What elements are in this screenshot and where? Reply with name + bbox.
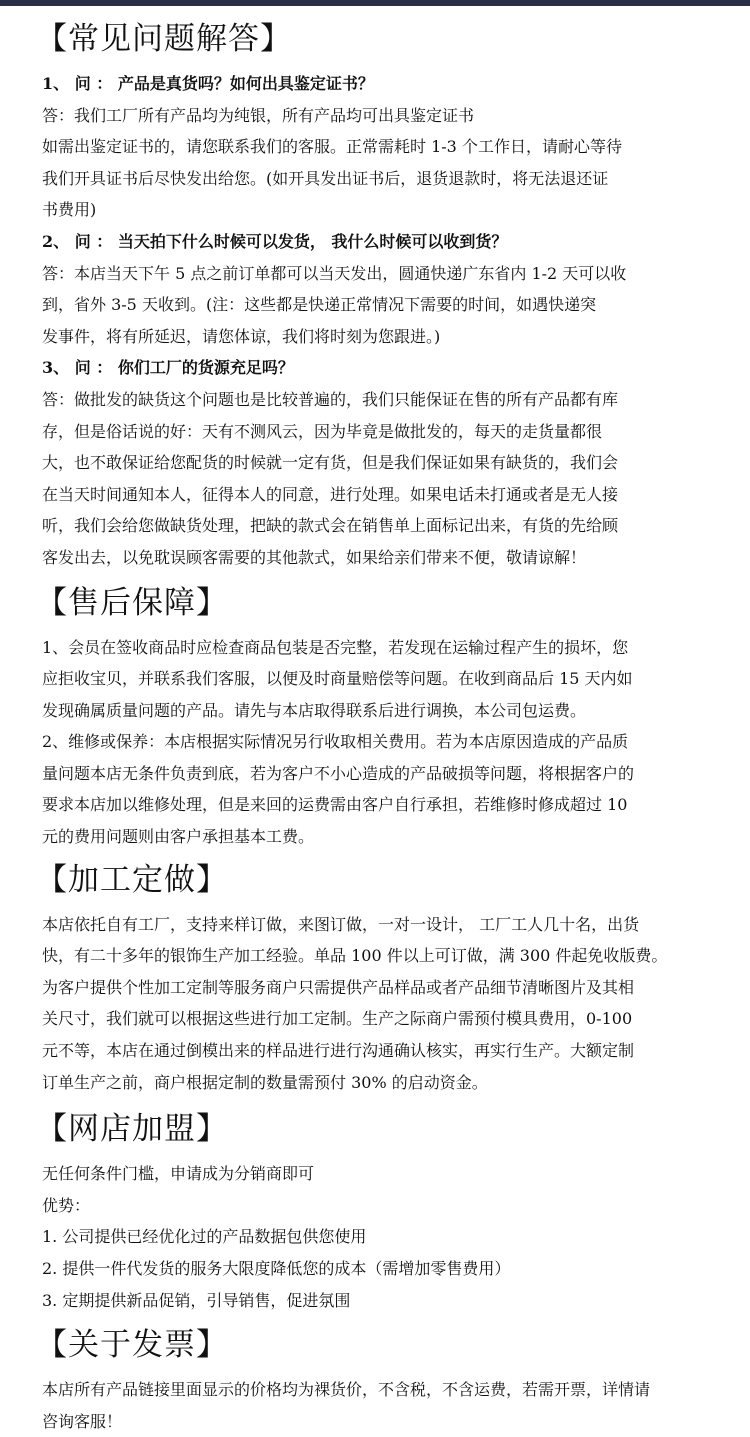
faq-question: 1、 问 ： 产品是真货吗？如何出具鉴定证书？ bbox=[42, 74, 374, 93]
custom-line: 为客户提供个性加工定制等服务商户只需提供产品样品或者产品细节清晰图片及其相 bbox=[42, 977, 635, 997]
invoice-heading: 【关于发票】 bbox=[36, 1327, 228, 1364]
after-sales-line: 2、维修或保养：本店根据实际情况另行收取相关费用。若为本店原因造成的产品质 bbox=[42, 732, 629, 752]
custom-line: 关尺寸，我们就可以根据这些进行加工定制。生产之际商户需预付模具费用，0-100 bbox=[42, 1009, 633, 1029]
faq-answer-line: 听，我们会给您做缺货处理，把缺的款式会在销售单上面标记出来，有货的先给顾 bbox=[42, 516, 619, 536]
custom-lines bbox=[42, 909, 722, 1099]
custom-line: 元不等，本店在通过倒模出来的样品进行进行沟通确认核实，再实行生产。大额定制 bbox=[42, 1041, 635, 1061]
franchise-section bbox=[36, 1098, 722, 1316]
after-sales-line: 1、会员在签收商品时应检查商品包装是否完整，若发现在运输过程产生的损坏，您 bbox=[42, 637, 629, 657]
after-sales-lines bbox=[42, 632, 722, 853]
faq-heading: 【常见问题解答】 bbox=[36, 21, 292, 57]
franchise-line: 无任何条件门槛，申请成为分销商即可 bbox=[42, 1164, 315, 1184]
faq-answer-line: 客发出去，以免耽误顾客需要的其他款式，如果给亲们带来不便，敬请谅解！ bbox=[42, 547, 587, 567]
faq-answer-line: 答：本店当天下午 5 点之前订单都可以当天发出，圆通快递广东省内 1-2 天可以收 bbox=[42, 263, 627, 283]
faq-answer-line: 如需出鉴定证书的，请您联系我们的客服。正常需耗时 1-3 个工作日，请耐心等待 bbox=[42, 137, 622, 157]
franchise-line: 优势： bbox=[42, 1195, 91, 1215]
franchise-line: 2. 提供一件代发货的服务大限度降低您的成本（需增加零售费用） bbox=[42, 1259, 511, 1278]
custom-line: 快，有二十多年的银饰生产加工经验。单品 100 件以上可订做，满 300 件起免收版费。 bbox=[42, 946, 668, 966]
after-sales-line: 量问题本店无条件负责到底，若为客户不小心造成的产品破损等问题，将根据客户的 bbox=[42, 763, 635, 783]
custom-line: 订单生产之前，商户根据定制的数量需预付 30% 的启动资金。 bbox=[42, 1072, 488, 1092]
faq-lines bbox=[42, 68, 722, 574]
after-sales-line: 应拒收宝贝，并联系我们客服，以便及时商量赔偿等问题。在收到商品后 15 天内如 bbox=[42, 669, 633, 689]
invoice-line: 咨询客服！ bbox=[42, 1411, 123, 1431]
franchise-heading: 【网店加盟】 bbox=[36, 1111, 228, 1148]
custom-section bbox=[36, 853, 722, 1099]
faq-answer-line: 我们开具证书后尽快发出给您。(如开具发出证书后，退货退款时，将无法退还证 bbox=[42, 168, 609, 188]
faq-answer-line: 答：做批发的缺货这个问题也是比较普遍的，我们只能保证在售的所有产品都有库 bbox=[42, 389, 619, 409]
franchise-line: 1. 公司提供已经优化过的产品数据包供您使用 bbox=[42, 1227, 367, 1247]
faq-answer-line: 答：我们工厂所有产品均为纯银，所有产品均可出具鉴定证书 bbox=[42, 105, 475, 125]
after-sales-heading: 【售后保障】 bbox=[36, 584, 228, 621]
custom-heading: 【加工定做】 bbox=[36, 861, 228, 898]
faq-question: 3、 问 ： 你们工厂的货源充足吗？ bbox=[42, 358, 294, 378]
after-sales-line: 要求本店加以维修处理，但是来回的运费需由客户自行承担，若维修时修成超过 10 bbox=[42, 795, 628, 815]
faq-answer-line: 到，省外 3-5 天收到。(注：这些都是快递正常情况下需要的时间，如遇快递突 bbox=[42, 295, 597, 315]
invoice-section bbox=[36, 1316, 722, 1437]
faq-answer-line: 存，但是俗话说的好：天有不测风云，因为毕竟是做批发的，每天的走货量都很 bbox=[42, 421, 603, 441]
faq-answer-line: 书费用) bbox=[42, 200, 97, 220]
custom-line: 本店依托自有工厂，支持来样订做，来图订做，一对一设计， 工厂工人几十名，出货 bbox=[42, 914, 640, 934]
faq-answer-line: 大，也不敢保证给您配货的时候就一定有货，但是我们保证如果有缺货的，我们会 bbox=[42, 453, 619, 473]
invoice-lines bbox=[42, 1374, 722, 1437]
after-sales-section bbox=[36, 574, 722, 853]
faq-question: 2、 问 ： 当天拍下什么时候可以发货， 我什么时候可以收到货？ bbox=[42, 231, 508, 251]
invoice-line: 本店所有产品链接里面显示的价格均为裸货价，不含税，不含运费，若需开票，详情请 bbox=[42, 1380, 651, 1400]
franchise-lines bbox=[42, 1158, 722, 1316]
faq-answer-line: 发事件，将有所延迟，请您体谅，我们将时刻为您跟进。) bbox=[42, 326, 441, 346]
after-sales-line: 元的费用问题则由客户承担基本工费。 bbox=[42, 827, 315, 847]
after-sales-line: 发现确属质量问题的产品。请先与本店取得联系后进行调换，本公司包运费。 bbox=[42, 700, 587, 720]
franchise-line: 3. 定期提供新品促销，引导销售，促进氛围 bbox=[42, 1290, 351, 1310]
page-content bbox=[0, 6, 750, 1437]
faq-answer-line: 在当天时间通知本人，征得本人的同意，进行处理。如果电话未打通或者是无人接 bbox=[42, 484, 619, 504]
faq-section bbox=[36, 6, 722, 574]
